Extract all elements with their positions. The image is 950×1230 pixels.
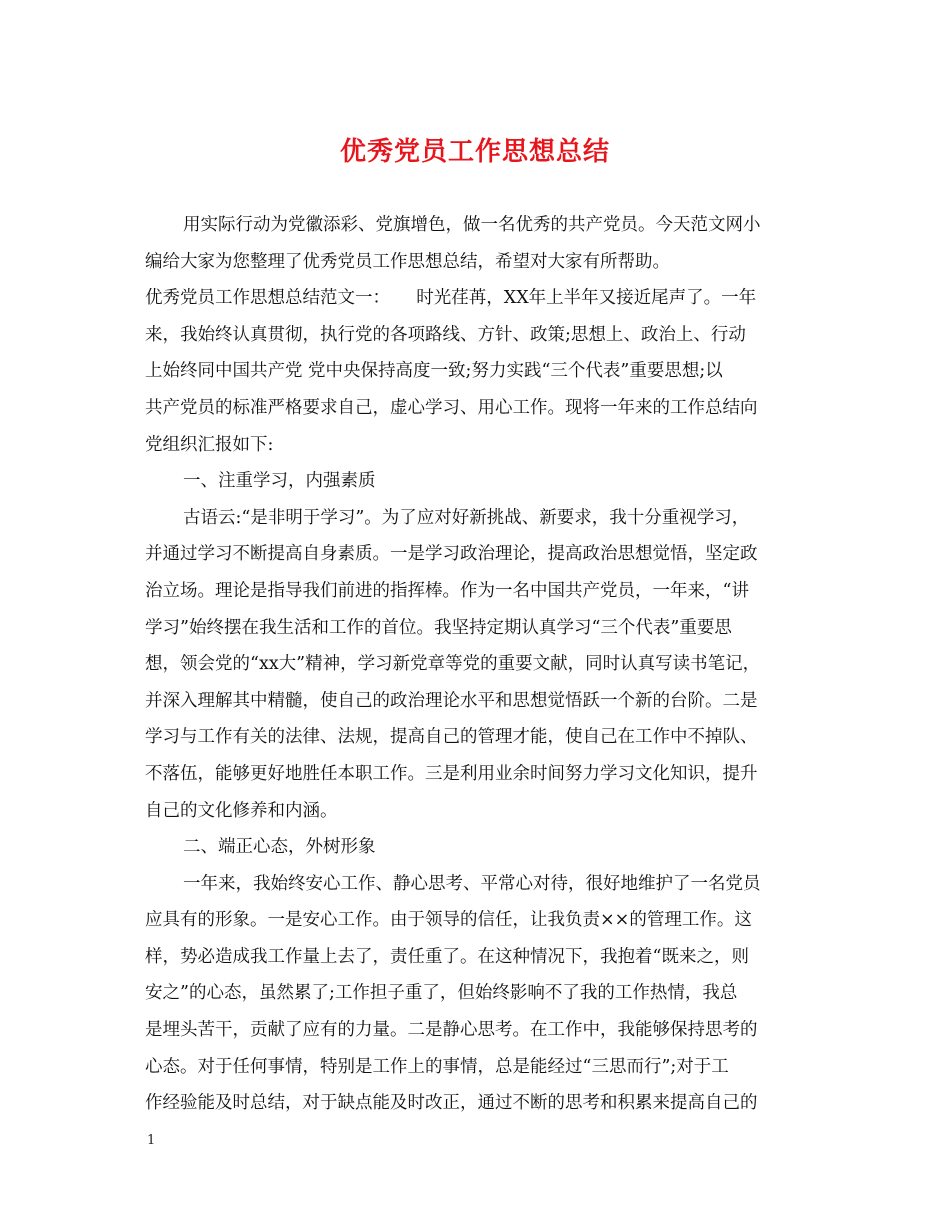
text-line: 安之”的心态，虽然累了;工作担子重了，但始终影响不了我的工作热情，我总	[145, 983, 738, 1004]
text-line: 并深入理解其中精髓，使自己的政治理论水平和思想觉悟跃一个新的台阶。二是	[145, 690, 758, 711]
text-line: 共产党员的标准严格要求自己，虚心学习、用心工作。现将一年来的工作总结向	[145, 397, 758, 418]
section-heading: 一、注重学习，内强素质	[183, 471, 376, 492]
text-line: 古语云:“是非明于学习”。为了应对好新挑战、新要求，我十分重视学习，	[183, 507, 750, 528]
text-line: 不落伍，能够更好地胜任本职工作。三是利用业余时间努力学习文化知识，提升	[145, 763, 758, 784]
text-line: 自己的文化修养和内涵。	[145, 800, 338, 821]
text-line: 党组织汇报如下:	[145, 434, 274, 455]
text-line: 来，我始终认真贯彻，执行党的各项路线、方针、政策;思想上、政治上、行动	[145, 324, 746, 345]
text-line: 心态。对于任何事情，特别是工作上的事情，总是能经过“三思而行”;对于工	[145, 1056, 729, 1077]
text-line: 学习”始终摆在我生活和工作的首位。我坚持定期认真学习“三个代表”重要思	[145, 617, 732, 638]
page-number: 1	[147, 1133, 156, 1148]
section-heading: 二、端正心态，外树形象	[183, 837, 376, 858]
text-line: 作经验能及时总结，对于缺点能及时改正，通过不断的思考和积累来提高自己的	[145, 1093, 758, 1114]
text-line: 是埋头苦干，贡献了应有的力量。二是静心思考。在工作中，我能够保持思考的	[145, 1020, 758, 1041]
text-line: 应具有的形象。一是安心工作。由于领导的信任，让我负责××的管理工作。这	[145, 910, 752, 931]
text-line: 编给大家为您整理了优秀党员工作思想总结，希望对大家有所帮助。	[145, 251, 670, 272]
text-line: 治立场。理论是指导我们前进的指挥棒。作为一名中国共产党员，一年来，“讲	[145, 580, 749, 601]
text-line: 学习与工作有关的法律、法规，提高自己的管理才能，使自己在工作中不掉队、	[145, 727, 758, 748]
text-line: 一年来，我始终安心工作、静心思考、平常心对待，很好地维护了一名党员	[183, 873, 761, 894]
document-title: 优秀党员工作思想总结	[339, 137, 610, 167]
text-line: 想，领会党的“xx大”精神，学习新党章等党的重要文献，同时认真写读书笔记，	[145, 654, 761, 675]
text-line: 优秀党员工作思想总结范文一： 时光荏苒，XX年上半年又接近尾声了。一年	[145, 288, 757, 309]
text-line: 用实际行动为党徽添彩、党旗增色，做一名优秀的共产党员。今天范文网小	[183, 215, 761, 235]
document-body	[145, 207, 815, 1122]
text-line: 并通过学习不断提高自身素质。一是学习政治理论，提高政治思想觉悟，坚定政	[145, 544, 758, 565]
text-line: 样，势必造成我工作量上去了，责任重了。在这种情况下，我抱着“既来之，则	[145, 946, 749, 967]
text-line: 上始终同中国共产党 党中央保持高度一致;努力实践“三个代表”重要思想;以	[145, 361, 723, 382]
